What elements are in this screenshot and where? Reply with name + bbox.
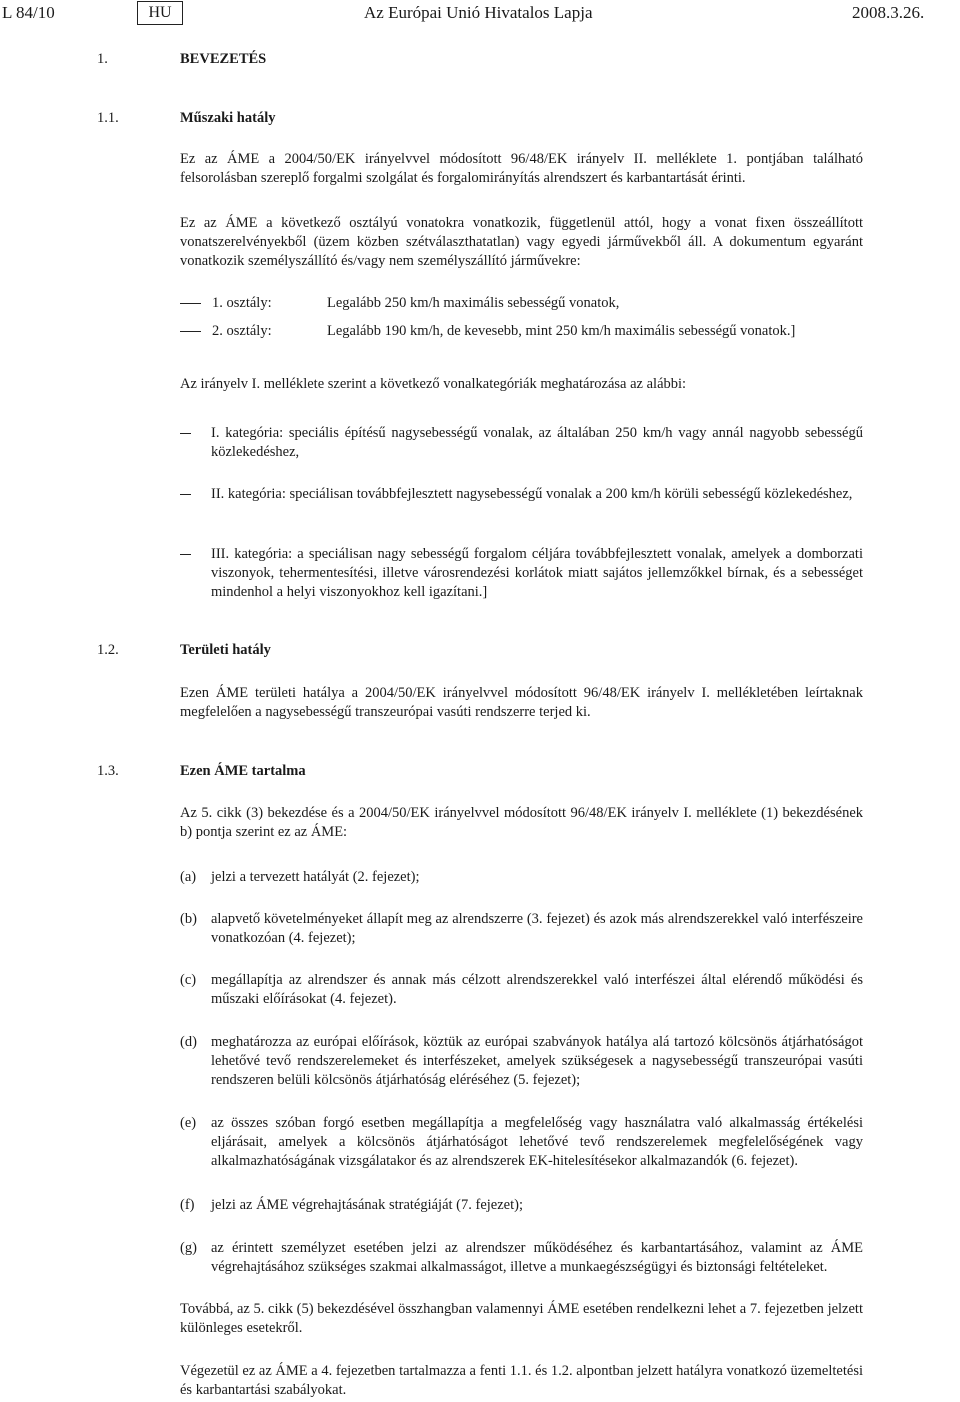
category-item [180,424,863,462]
class-value: Legalább 250 km/h maximális sebességű vonatok, [327,295,620,311]
dash-marker [180,331,201,332]
section-number: 1. [97,51,108,67]
dash-marker [180,433,191,434]
list-marker: (c) [180,972,197,988]
class-key: 1. osztály: [212,295,272,311]
list-text: megállapítja az alrendszer és annak más célzott alrendszerekkel való interfészei által elérendő működési és műszaki előírásokat (4. fejezet). [211,972,863,1007]
list-text: alapvető követelményeket állapít meg az alrendszerre (3. fejezet) és azok más alrendszerekkel való interfészeire vonatkozóan (4. fejezet); [211,911,863,946]
list-text: jelzi az ÁME végrehajtásának stratégiáját (7. fejezet); [211,1197,523,1213]
list-marker: (d) [180,1034,197,1050]
list-item [180,971,863,1009]
page-number: L 84/10 [2,3,55,22]
list-text: az érintett személyzet esetében jelzi az alrendszer működéséhez és karbantartásához, valamint az ÁME végrehajtásához szükséges szakmai alkalmasságot, illetve a munkaegészségügyi és biztonsági feltételeket. [211,1240,863,1275]
category-text: III. kategória: a speciálisan nagy sebességű forgalom céljára továbbfejlesztett vonalak, amelyek a domborzati viszonyok, tehermentesítési, illetve városrendezési korlátok miatt sajátos jellemzőkkel bírnak, és a sebességet mindenhol a helyi viszonyokhoz kell igazítani.] [211,546,863,600]
dash-marker [180,554,191,555]
list-marker: (f) [180,1197,195,1213]
list-item [180,1033,863,1090]
list-text: az összes szóban forgó esetben megállapítja a megfelelőség vagy használatra való alkalmasság értékelési eljárásait, amelyek a kölcsönös átjárhatóságot lehetővé tevő rendszerelemek megfelelőségének vagy alkalmazhatóságának vizsgálatakor és az alrendszerek EK-hitelesítésekor alkalmazandók (6. fejezet). [211,1115,863,1169]
list-marker: (g) [180,1240,197,1256]
section-title: BEVEZETÉS [180,51,267,67]
list-marker: (b) [180,911,197,927]
category-item [180,485,863,504]
dash-marker [180,494,191,495]
list-text: jelzi a tervezett hatályát (2. fejezet); [211,869,420,885]
list-item [180,868,863,887]
page-header [0,0,960,30]
list-text: meghatározza az európai előírások, köztük az európai szabványok hatálya alá tartozó kölcsönös átjárhatóságot lehetővé tevő rendszerelemeket és interfészeket, amelyek szükségesek a nagysebességű transzeurópai vasúti rendszeren belüli kölcsönös átjárhatóság eléréséhez (5. fejezet); [211,1034,863,1088]
publication-date: 2008.3.26. [852,3,925,22]
subsection-title: Ezen ÁME tartalma [180,763,306,779]
list-item [180,1114,863,1171]
list-marker: (a) [180,869,197,885]
journal-title: Az Európai Unió Hivatalos Lapja [364,3,593,22]
class-value: Legalább 190 km/h, de kevesebb, mint 250 km/h maximális sebességű vonatok.] [327,323,796,339]
subsection-number: 1.2. [97,642,119,658]
paragraph: Végezetül ez az ÁME a 4. fejezetben tartalmazza a fenti 1.1. és 1.2. alpontban jelzett hatályra vonatkozó üzemeltetési és karbantartási szabályokat. [180,1363,863,1398]
language-badge: HU [137,1,183,25]
subsection-number: 1.1. [97,110,119,126]
class-key: 2. osztály: [212,323,272,339]
subsection-title: Területi hatály [180,642,271,658]
category-text: I. kategória: speciális építésű nagysebességű vonalak, az általában 250 km/h vagy annál nagyobb sebességű közlekedéshez, [211,425,863,460]
list-item [180,1239,863,1277]
paragraph: Az irányelv I. melléklete szerint a következő vonalkategóriák meghatározása az alábbi: [180,376,687,392]
paragraph: Ezen ÁME területi hatálya a 2004/50/EK irányelvvel módosított 96/48/EK irányelv I. mellékletében leírtaknak megfelelően a nagysebességű transzeurópai vasúti rendszerre terjed ki. [180,685,863,720]
list-marker: (e) [180,1115,197,1131]
list-item [180,1196,863,1215]
paragraph: Az 5. cikk (3) bekezdése és a 2004/50/EK irányelvvel módosított 96/48/EK irányelv I. melléklete (1) bekezdésének b) pontja szerint ez az ÁME: [180,805,863,840]
dash-marker [180,303,201,304]
paragraph: Ez az ÁME a következő osztályú vonatokra vonatkozik, függetlenül attól, hogy a vonat fixen összeállított vonatszerelvényekből (üzem közben szétválaszthatatlan) vagy egyedi járművekből áll. A dokumentum egyaránt vonatkozik személyszállító és/vagy nem személyszállító járművekre: [180,215,863,269]
list-item [180,910,863,948]
paragraph: Ez az ÁME a 2004/50/EK irányelvvel módosított 96/48/EK irányelv II. melléklete 1. pontjában található felsorolásban szereplő forgalmi szolgálat és forgalomirányítás alrendszert és karbantartását érinti. [180,151,863,186]
subsection-title: Műszaki hatály [180,110,276,126]
subsection-number: 1.3. [97,763,119,779]
paragraph: Továbbá, az 5. cikk (5) bekezdésével összhangban valamennyi ÁME esetében rendelkezni lehet a 7. fejezetben jelzett különleges esetekről. [180,1301,863,1336]
category-item [180,545,863,602]
category-text: II. kategória: speciálisan továbbfejlesztett nagysebességű vonalak a 200 km/h körüli sebességű közlekedéshez, [211,486,853,502]
